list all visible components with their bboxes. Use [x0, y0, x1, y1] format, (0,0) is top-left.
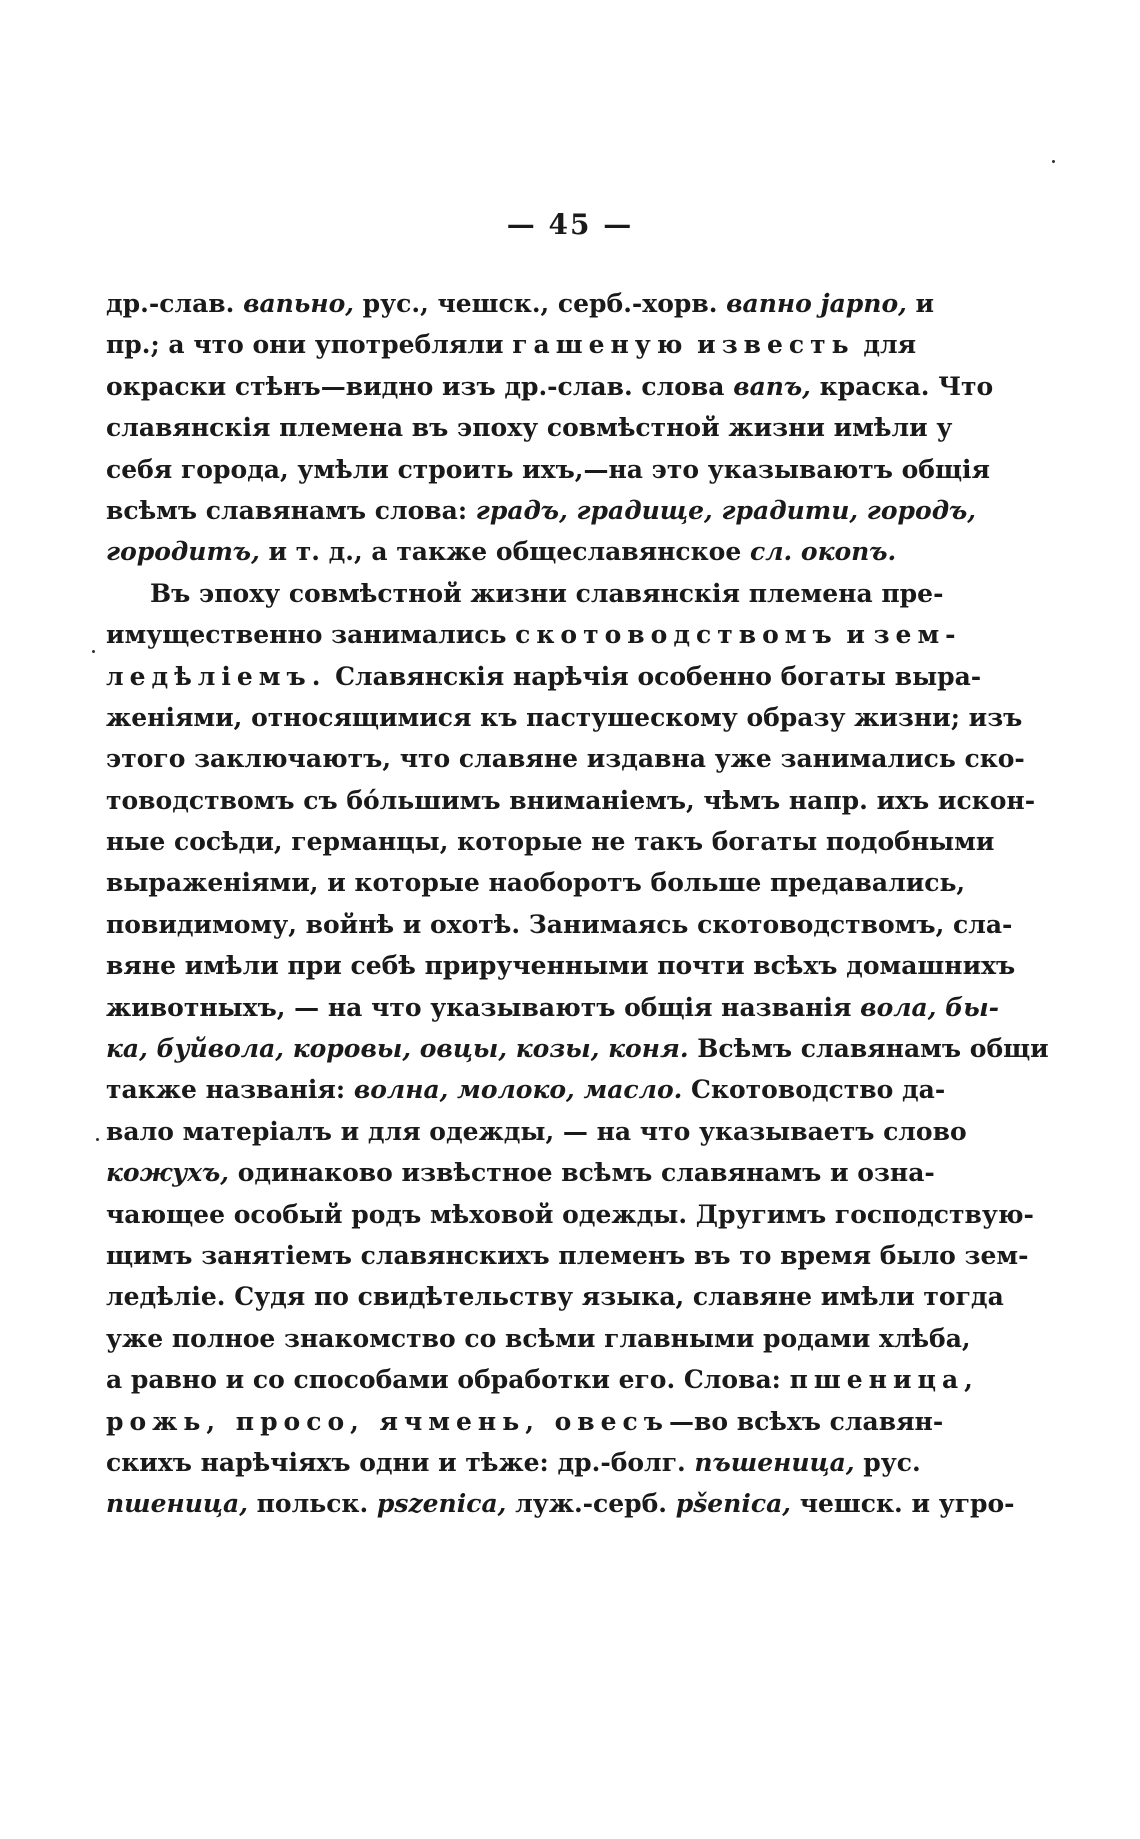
italic-term: вола, бы-: [860, 992, 1000, 1022]
text-run: повидимому, войнѣ и охотѣ. Занимаясь скотоводствомъ, сла-: [106, 909, 1013, 939]
spaced-emphasis: скотоводствомъ: [515, 620, 838, 650]
text-run: животныхъ, — на что указываютъ общія названія: [106, 992, 861, 1022]
text-run: всѣмъ славянамъ слова:: [106, 495, 476, 525]
text-run: пр.; а что они употребляли: [106, 330, 513, 360]
italic-term: pšenica,: [675, 1489, 791, 1519]
text-run: луж.-серб.: [506, 1489, 676, 1519]
text-line: [106, 283, 935, 324]
text-run: [688, 330, 697, 359]
text-run: чающее особый родъ мѣховой одежды. Другимъ господствую-: [106, 1199, 1034, 1229]
text-run: скихъ нарѣчіяхъ одни и тѣже: др.-болг.: [106, 1447, 695, 1477]
spaced-emphasis: известь: [697, 330, 855, 360]
text-line: [106, 1442, 921, 1483]
text-line: [106, 780, 1036, 821]
text-line: [106, 573, 944, 614]
text-run: этого заключаютъ, что славяне издавна уже занимались ско-: [106, 744, 1025, 774]
text-run: польск.: [247, 1489, 377, 1519]
italic-term: вапьно,: [243, 289, 354, 318]
text-line: [106, 697, 1023, 738]
text-line: [106, 407, 953, 448]
text-line: [106, 1483, 1015, 1524]
text-line: [106, 1028, 1049, 1069]
page-number: — 45 —: [506, 208, 634, 241]
text-run: товодствомъ съ бо́льшимъ вниманіемъ, чѣмъ напр. ихъ искон-: [106, 785, 1036, 815]
text-line: [106, 1318, 971, 1359]
speck: [1052, 160, 1055, 163]
italic-term: городитъ,: [106, 537, 260, 567]
text-run: славянскія племена въ эпоху совмѣстной жизни имѣли у: [106, 413, 953, 443]
text-run: —во всѣхъ славян-: [668, 1406, 944, 1436]
spaced-emphasis: ледѣліемъ.: [106, 661, 327, 691]
text-run: вяне имѣли при себѣ прирученными почти всѣхъ домашнихъ: [106, 951, 1016, 981]
text-line: [106, 614, 962, 655]
text-run: ные сосѣди, германцы, которые не такъ богаты подобными: [106, 827, 995, 857]
speck: [92, 650, 95, 653]
text-line: [106, 1194, 1034, 1235]
text-run: окраски стѣнъ—видно изъ др.-слав. слова: [106, 371, 734, 401]
text-run: выраженіями, и которые наоборотъ больше предавались,: [106, 868, 966, 898]
spaced-emphasis: зем-: [873, 620, 962, 650]
text-line: [106, 1359, 979, 1400]
text-run: а равно и со способами обработки его. Слова:: [106, 1365, 790, 1395]
text-run: женіями, относящимися къ пастушескому образу жизни; изъ: [106, 702, 1023, 732]
text-run: рус.: [854, 1447, 921, 1477]
paragraph: [106, 573, 1049, 1525]
italic-term: вапно јарпо,: [726, 289, 907, 318]
text-run: имущественно занимались: [106, 620, 516, 650]
text-line: [106, 366, 994, 407]
text-line: [106, 1235, 1029, 1276]
text-run: чешск. и угро-: [790, 1489, 1015, 1519]
text-line: [106, 1152, 935, 1193]
text-run: и: [837, 620, 874, 650]
text-line: [106, 821, 995, 862]
body-text: [106, 283, 1049, 1525]
text-run: щимъ занятіемъ славянскихъ племенъ въ то время было зем-: [106, 1240, 1029, 1270]
italic-term: ка, буйвола, коровы, овцы, козы, коня.: [106, 1034, 689, 1064]
italic-term: волна, молоко, масло.: [353, 1075, 683, 1105]
text-line: [106, 531, 896, 572]
text-run: вало матеріалъ и для одежды, — на что указываетъ слово: [106, 1116, 967, 1146]
text-run: краска. Что: [810, 371, 994, 401]
text-run: Въ эпоху совмѣстной жизни славянскія племена пре-: [150, 578, 944, 608]
text-line: [106, 1276, 1004, 1317]
italic-term: градъ, градище, градити, городъ,: [475, 495, 976, 525]
speck: [96, 1138, 99, 1141]
text-line: [106, 945, 1016, 986]
text-run: ледѣліе. Судя по свидѣтельству языка, славяне имѣли тогда: [106, 1282, 1004, 1312]
italic-term: сл. окопъ.: [749, 537, 897, 567]
spaced-emphasis: рожь, просо, ячмень, овесъ: [106, 1406, 669, 1436]
text-run: Скотоводство да-: [682, 1075, 946, 1105]
text-line: [106, 738, 1025, 779]
text-line: [106, 1111, 967, 1152]
text-line: [106, 1069, 946, 1110]
text-line: [106, 449, 990, 490]
italic-term: кожухъ,: [106, 1158, 229, 1188]
text-run: также названія:: [106, 1075, 354, 1105]
paragraph: [106, 283, 994, 573]
italic-term: pszenica,: [376, 1489, 507, 1519]
spaced-emphasis: гашеную: [512, 330, 689, 360]
text-run: и т. д., а также общеславянское: [259, 537, 750, 567]
text-line: [106, 862, 966, 903]
text-run: др.-слав.: [106, 289, 244, 318]
italic-term: пшеница,: [106, 1489, 248, 1519]
spaced-emphasis: пшеница,: [789, 1365, 979, 1395]
text-line: [106, 324, 917, 365]
italic-term: пъшеница,: [694, 1447, 855, 1477]
text-run: и: [906, 289, 935, 318]
text-run: уже полное знакомство со всѣми главными родами хлѣба,: [106, 1323, 971, 1353]
text-run: для: [854, 330, 917, 360]
text-run: одинаково извѣстное всѣмъ славянамъ и озна-: [228, 1158, 935, 1188]
italic-term: вапъ,: [733, 371, 811, 401]
text-line: [106, 656, 982, 697]
text-run: Славянскія нарѣчія особенно богаты выра-: [326, 661, 982, 691]
text-run: рус., чешск., серб.-хорв.: [353, 289, 727, 318]
text-line: [106, 490, 976, 531]
text-line: [106, 1401, 944, 1442]
text-line: [106, 987, 1000, 1028]
text-run: себя города, умѣли строить ихъ,—на это указываютъ общія: [106, 454, 990, 484]
text-line: [106, 904, 1013, 945]
text-run: Всѣмъ славянамъ общи: [688, 1034, 1049, 1064]
